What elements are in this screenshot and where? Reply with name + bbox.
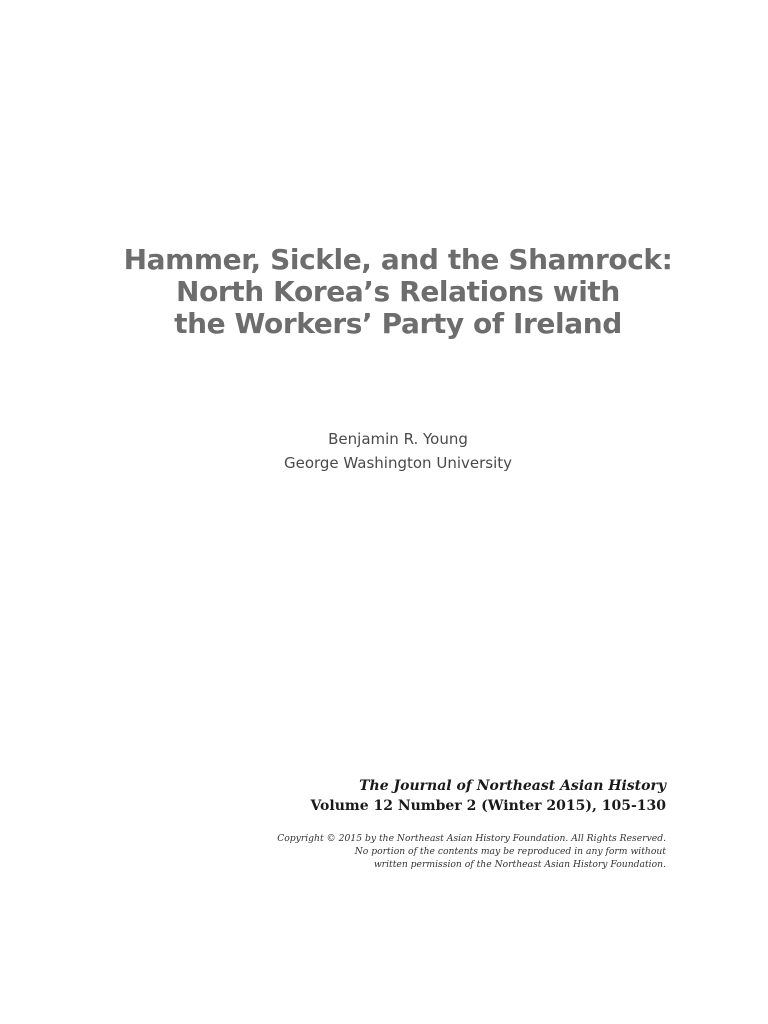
journal-info <box>246 776 666 816</box>
author-info <box>0 427 768 475</box>
copyright-line-3: written permission of the Northeast Asian History Foundation. <box>373 859 666 870</box>
copyright-line-2: No portion of the contents may be reproduced in any form without <box>354 846 666 857</box>
title-line-3: the Workers’ Party of Ireland <box>174 307 622 340</box>
copyright-line-1: Copyright © 2015 by the Northeast Asian History Foundation. All Rights Reserved. <box>277 833 666 844</box>
journal-name: The Journal of Northeast Asian History <box>359 778 666 794</box>
author-affiliation: George Washington University <box>283 454 513 472</box>
title-line-1: Hammer, Sickle, and the Shamrock: <box>123 243 673 276</box>
copyright-notice <box>246 832 666 871</box>
author-name: Benjamin R. Young <box>328 430 468 448</box>
article-title <box>0 244 768 340</box>
journal-volume: Volume 12 Number 2 (Winter 2015), 105-130 <box>310 798 666 814</box>
title-line-2: North Korea’s Relations with <box>176 275 620 308</box>
